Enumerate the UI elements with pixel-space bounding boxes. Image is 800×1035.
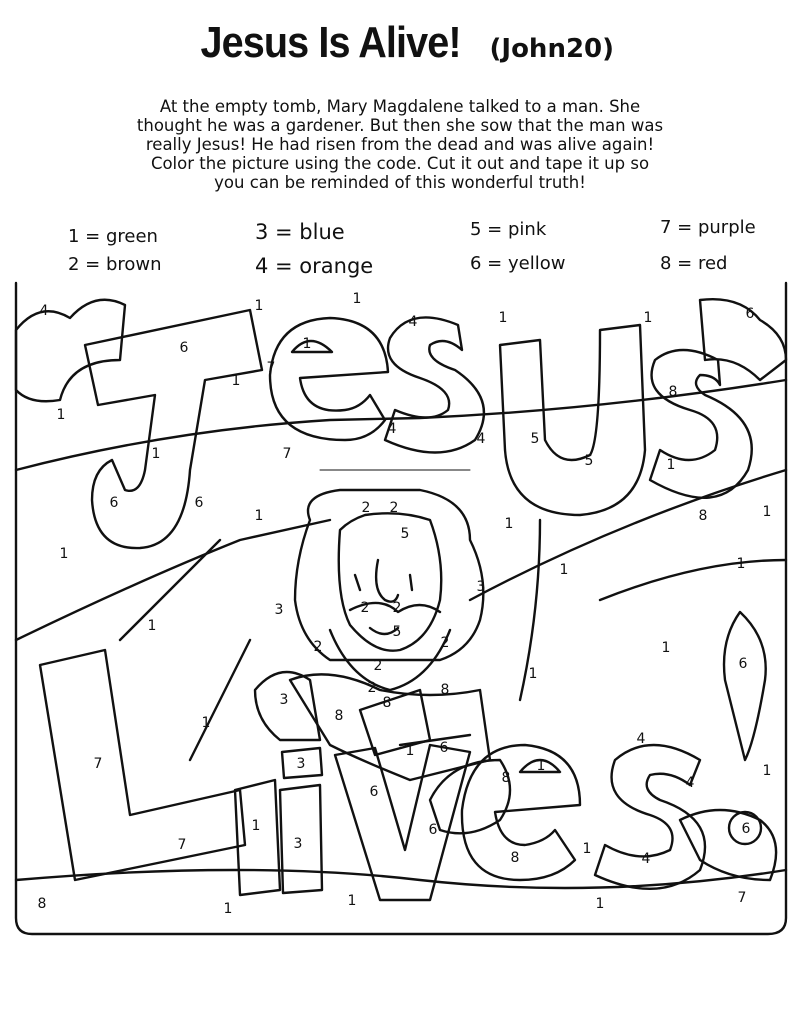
region-number: 1 bbox=[582, 841, 592, 857]
region-number: 2 bbox=[367, 680, 377, 696]
region-number: 3 bbox=[293, 836, 303, 852]
region-number: 3 bbox=[274, 602, 284, 618]
region-number: 6 bbox=[439, 740, 449, 756]
region-number: 8 bbox=[501, 770, 511, 786]
region-number: 8 bbox=[382, 695, 392, 711]
region-number: 1 bbox=[536, 758, 546, 774]
region-number: 6 bbox=[179, 340, 189, 356]
region-number: 1 bbox=[666, 457, 676, 473]
region-number: 1 bbox=[201, 715, 211, 731]
intro-line: really Jesus! He had risen from the dead and was alive again! bbox=[145, 135, 655, 154]
jesus-nose bbox=[376, 560, 398, 602]
region-number: 5 bbox=[392, 624, 402, 640]
hill-line bbox=[16, 520, 330, 640]
region-number: 6 bbox=[369, 784, 379, 800]
region-number: 1 bbox=[223, 901, 233, 917]
intro-line: At the empty tomb, Mary Magdalene talked to a man. She bbox=[159, 97, 641, 116]
color-key-blue: 3 = blue bbox=[255, 220, 345, 244]
letter-e bbox=[270, 318, 388, 440]
bush bbox=[16, 300, 125, 401]
region-number: 8 bbox=[668, 384, 678, 400]
region-number: 1 bbox=[661, 640, 671, 656]
region-number: 6 bbox=[738, 656, 748, 672]
region-number: 1 bbox=[762, 504, 772, 520]
region-number: 7 bbox=[93, 756, 103, 772]
bush bbox=[700, 299, 786, 380]
jesus-eye bbox=[410, 575, 412, 590]
letter-e-eye bbox=[292, 341, 332, 352]
region-number: 1 bbox=[347, 893, 357, 909]
region-number: 6 bbox=[428, 822, 438, 838]
region-number: 6 bbox=[109, 495, 119, 511]
region-number: 8 bbox=[37, 896, 47, 912]
jesus-eye bbox=[355, 575, 360, 590]
region-number: 2 bbox=[373, 658, 383, 674]
region-number: 3 bbox=[476, 579, 486, 595]
region-number: 1 bbox=[151, 446, 161, 462]
intro-line: Color the picture using the code. Cut it out and tape it up so bbox=[150, 154, 650, 173]
region-number: 7 bbox=[282, 446, 292, 462]
color-key-brown: 2 = brown bbox=[68, 254, 162, 275]
region-number: 5 bbox=[584, 453, 594, 469]
title-text: Jesus Is Alive! bbox=[200, 18, 461, 67]
region-number: 1 bbox=[352, 291, 362, 307]
region-number: 8 bbox=[440, 682, 450, 698]
hill-line bbox=[600, 560, 786, 600]
region-number: 7 bbox=[177, 837, 187, 853]
region-number: 4 bbox=[641, 851, 651, 867]
color-key-green: 1 = green bbox=[68, 226, 158, 247]
region-number: 4 bbox=[476, 431, 486, 447]
letter-s bbox=[385, 317, 484, 452]
color-key-orange: 4 = orange bbox=[255, 254, 374, 278]
robe-sash bbox=[360, 690, 430, 755]
region-number: 5 bbox=[400, 526, 410, 542]
intro-line: you can be reminded of this wonderful truth! bbox=[214, 173, 586, 192]
region-number: 1 bbox=[302, 336, 312, 352]
region-number: 8 bbox=[334, 708, 344, 724]
region-number: 1 bbox=[559, 562, 569, 578]
jesus-face bbox=[339, 513, 442, 650]
color-key-pink: 5 = pink bbox=[470, 219, 547, 240]
region-number: 1 bbox=[595, 896, 605, 912]
intro-line: thought he was a gardener. But then she sow that the man was bbox=[136, 116, 664, 135]
region-number: 1 bbox=[643, 310, 653, 326]
region-number: 2 bbox=[389, 500, 399, 516]
letter-v bbox=[335, 745, 470, 900]
letter-u bbox=[500, 325, 645, 515]
region-number: 1 bbox=[56, 407, 66, 423]
region-number: 1 bbox=[231, 373, 241, 389]
region-number: 1 bbox=[147, 618, 157, 634]
region-number: 4 bbox=[39, 303, 49, 319]
region-number: 4 bbox=[636, 731, 646, 747]
region-number: 5 bbox=[530, 431, 540, 447]
region-number: 1 bbox=[498, 310, 508, 326]
letter-e-2 bbox=[462, 745, 580, 880]
region-number: 4 bbox=[685, 775, 695, 791]
region-numbers bbox=[38, 291, 772, 917]
region-number: 2 bbox=[360, 600, 370, 616]
region-number: 6 bbox=[741, 821, 751, 837]
region-number: 2 bbox=[313, 639, 323, 655]
ground-line bbox=[190, 640, 250, 760]
region-number: 1 bbox=[254, 508, 264, 524]
region-number: 1 bbox=[528, 666, 538, 682]
region-number: 3 bbox=[296, 756, 306, 772]
exclamation-bar bbox=[724, 612, 766, 760]
region-number: 6 bbox=[745, 306, 755, 322]
region-number: 2 bbox=[361, 500, 371, 516]
scripture-reference: (John20) bbox=[489, 34, 615, 64]
region-number: 4 bbox=[408, 314, 418, 330]
region-number: 1 bbox=[59, 546, 69, 562]
region-number: 1 bbox=[762, 763, 772, 779]
region-number: 1 bbox=[405, 743, 415, 759]
letter-s-2 bbox=[650, 350, 752, 498]
region-number: 4 bbox=[387, 421, 397, 437]
region-number: 1 bbox=[254, 298, 264, 314]
region-number: 8 bbox=[510, 850, 520, 866]
region-number: 1 bbox=[504, 516, 514, 532]
region-number: 2 bbox=[392, 600, 402, 616]
region-number: 2 bbox=[440, 635, 450, 651]
region-number: 1 bbox=[251, 818, 261, 834]
ground-line bbox=[120, 540, 220, 640]
color-key-red: 8 = red bbox=[660, 253, 728, 274]
region-number: 8 bbox=[698, 508, 708, 524]
color-key-yellow: 6 = yellow bbox=[470, 253, 566, 274]
region-number: 3 bbox=[279, 692, 289, 708]
color-key-purple: 7 = purple bbox=[660, 217, 756, 238]
letter-l bbox=[40, 650, 245, 880]
region-number: 7 bbox=[737, 890, 747, 906]
region-number: 7 bbox=[266, 360, 276, 376]
region-number: 1 bbox=[736, 556, 746, 572]
region-number: 6 bbox=[194, 495, 204, 511]
